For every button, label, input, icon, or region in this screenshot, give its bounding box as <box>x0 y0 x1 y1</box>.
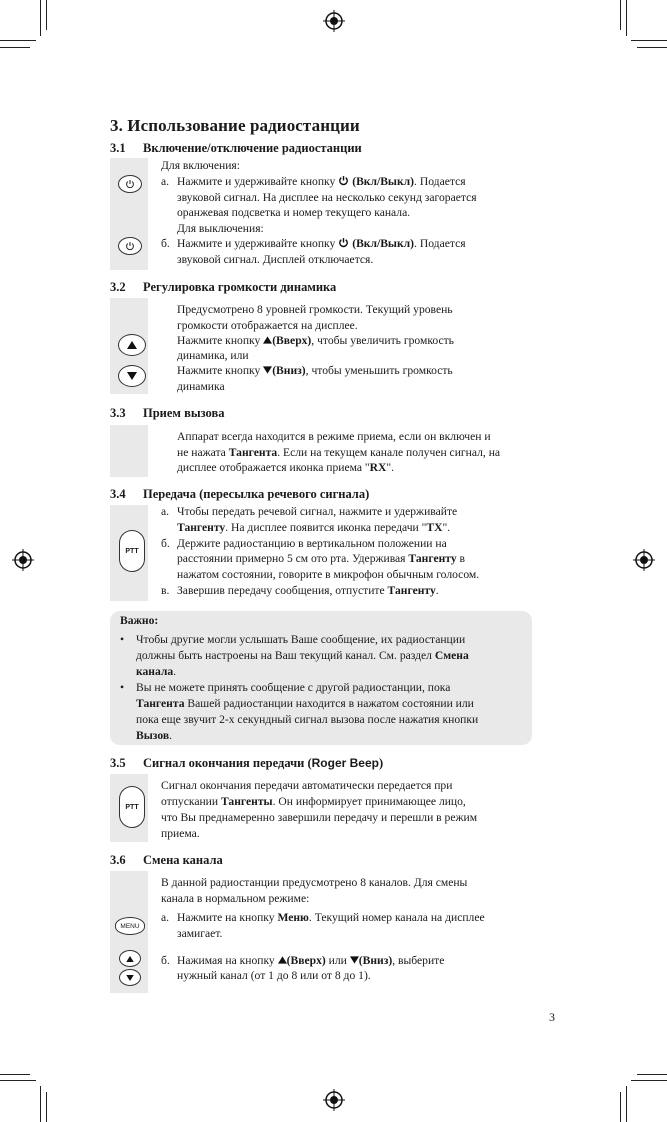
text-run: должны быть настроены на Ваш текущий канал. См. раздел <box>136 649 435 662</box>
list-item <box>161 953 541 969</box>
ptt-button-icon: PTT <box>119 530 145 572</box>
text-line: динамика, или <box>177 349 249 362</box>
section-title: Смена канала <box>143 853 223 867</box>
text-run: . Он информирует принимающее лицо, <box>272 795 466 808</box>
section-number: 3.5 <box>110 756 126 770</box>
triangle-up-icon <box>263 336 272 344</box>
text-run: , выберите <box>392 954 445 967</box>
text-run: . Если на текущем канале получен сигнал, на <box>277 446 501 459</box>
button-label: (Вниз) <box>272 364 306 377</box>
crop-mark <box>40 0 41 36</box>
down-button-icon <box>118 365 146 387</box>
triangle-down-icon <box>350 956 359 964</box>
list-marker: б. <box>161 954 170 967</box>
text-line: динамика <box>177 380 225 393</box>
text-run: Держите радиостанцию в вертикальном положении на <box>177 537 447 550</box>
text-run: Нажимая на кнопку <box>177 954 278 967</box>
up-button-icon <box>119 950 141 967</box>
text-line: канала в нормальном режиме: <box>161 892 310 905</box>
text-run: . <box>169 729 173 742</box>
bullet-icon: • <box>120 681 125 694</box>
text-run: Чтобы передать речевой сигнал, нажмите и удерживайте <box>177 505 458 518</box>
crop-mark <box>0 40 36 41</box>
registration-mark-icon <box>12 549 34 571</box>
text-run: Вы не можете принять сообщение с другой радиостанции, пока <box>136 681 451 694</box>
list-item <box>161 583 541 599</box>
section-title: Прием вызова <box>143 406 225 420</box>
crop-mark <box>637 1074 667 1075</box>
power-icon <box>338 175 349 186</box>
list-marker: в. <box>161 584 170 597</box>
list-item <box>120 680 525 696</box>
list-item <box>161 536 541 552</box>
text-line: замигает. <box>177 927 223 940</box>
power-icon <box>338 237 349 248</box>
text-line <box>136 696 474 712</box>
list-marker: а. <box>161 175 170 188</box>
text-run: , чтобы уменьшить громкость <box>305 364 453 377</box>
text-line <box>177 445 500 461</box>
text-run: Чтобы другие могли услышать Ваше сообщение, их радиостанции <box>136 633 466 646</box>
text-run: . На дисплее появится иконка передачи " <box>225 521 427 534</box>
text-line: Аппарат всегда находится в режиме приема, если он включен и <box>177 430 491 443</box>
text-line: Сигнал окончания передачи автоматически передается при <box>161 779 453 792</box>
section-title: Регулировка громкости динамика <box>143 280 337 294</box>
text-line <box>177 460 394 476</box>
text-run: . <box>173 665 177 678</box>
section-title: ) <box>379 756 384 770</box>
text-line: Предусмотрено 8 уровней громкости. Текущий уровень <box>177 303 453 316</box>
section-heading-3-4 <box>110 487 369 502</box>
text-line <box>177 333 454 349</box>
text-run: отпускании <box>161 795 221 808</box>
section-number: 3.2 <box>110 280 126 294</box>
text-run: расстоянии примерно 5 см ото рта. Удерживая <box>177 552 409 565</box>
button-label: (Вверх) <box>272 334 312 347</box>
note-title: Важно: <box>120 614 159 627</box>
text-line: звуковой сигнал. Дисплей отключается. <box>177 253 374 266</box>
bold-term: Тангента <box>228 446 278 459</box>
text-run: дисплее отображается иконка приема " <box>177 461 370 474</box>
text-run: ". <box>442 521 451 534</box>
registration-mark-icon <box>323 10 345 32</box>
section-heading-3-2 <box>110 280 336 295</box>
icon-column <box>110 425 148 477</box>
list-item <box>161 174 541 190</box>
registration-mark-icon <box>633 549 655 571</box>
text-run: , чтобы увеличить громкость <box>311 334 454 347</box>
text-line: нажатом состоянии, говорите в микрофон обычным голосом. <box>177 568 480 581</box>
section-number: 3.6 <box>110 853 126 867</box>
crop-mark <box>40 1086 41 1122</box>
power-button-icon <box>118 237 142 255</box>
text-run: Нажмите и удерживайте кнопку <box>177 175 339 188</box>
list-item <box>161 910 541 926</box>
text-run: Нажмите и удерживайте кнопку <box>177 237 339 250</box>
text-line: что Вы преднамеренно завершили передачу и перешли в режим <box>161 811 478 824</box>
section-number: 3.4 <box>110 487 126 501</box>
bold-term: Смена <box>434 649 469 662</box>
list-marker: а. <box>161 911 170 924</box>
text-run: . Текущий номер канала на дисплее <box>308 911 485 924</box>
section-heading-3-3 <box>110 406 224 421</box>
text-run: . Подается <box>414 237 466 250</box>
button-label: (Вверх) <box>286 954 326 967</box>
text-line: нужный канал (от 1 до 8 или от 8 до 1). <box>177 969 371 982</box>
list-marker: б. <box>161 537 170 550</box>
list-item <box>161 236 541 252</box>
text-line: В данной радиостанции предусмотрено 8 каналов. Для смены <box>161 876 468 889</box>
power-button-icon <box>118 175 142 193</box>
button-label: (Вкл/Выкл) <box>352 175 415 188</box>
list-item <box>120 632 525 648</box>
text-line <box>177 520 450 536</box>
crop-mark <box>0 47 30 48</box>
text-line: приема. <box>161 827 200 840</box>
text-line <box>177 551 465 567</box>
text-line <box>136 664 176 680</box>
section-heading-3-5 <box>110 756 383 771</box>
section-heading-3-1 <box>110 141 362 156</box>
triangle-down-icon <box>263 366 272 374</box>
crop-mark <box>0 1074 30 1075</box>
text-run: Нажмите кнопку <box>177 334 264 347</box>
bold-term: Вызов <box>136 729 170 742</box>
crop-mark <box>637 47 667 48</box>
text-line: пока еще звучит 2-х секундный сигнал вызова после нажатия кнопки <box>136 713 479 726</box>
bold-term: Тангенту <box>387 584 436 597</box>
bold-term: Тангенты <box>220 795 273 808</box>
text-run: . Подается <box>414 175 466 188</box>
bold-term: Тангенту <box>177 521 226 534</box>
crop-mark <box>620 1092 621 1122</box>
text-run: ". <box>386 461 395 474</box>
button-label: (Вкл/Выкл) <box>352 237 415 250</box>
text-run: Завершив передачу сообщения, отпустите <box>177 584 388 597</box>
text-run: не нажата <box>177 446 229 459</box>
bold-term: канала <box>136 665 174 678</box>
text-line: звуковой сигнал. На дисплее на несколько секунд загорается <box>177 191 477 204</box>
important-note-box <box>110 611 532 745</box>
text-line <box>136 728 172 744</box>
crop-mark <box>46 0 47 30</box>
text-run: или <box>325 954 350 967</box>
button-label: (Вниз) <box>358 954 393 967</box>
text-run: в <box>456 552 465 565</box>
bold-term: Тангенту <box>408 552 457 565</box>
section-number: 3.1 <box>110 141 126 155</box>
text-run: Нажмите кнопку <box>177 364 264 377</box>
crop-mark <box>631 1080 667 1081</box>
list-item <box>161 504 541 520</box>
menu-button-icon: MENU <box>115 917 145 935</box>
crop-mark <box>46 1092 47 1122</box>
section-title: Передача (пересылка речевого сигнала) <box>143 487 370 501</box>
crop-mark <box>626 0 627 36</box>
text-run: . <box>435 584 439 597</box>
text-run: Нажмите на кнопку <box>177 911 278 924</box>
text-line: оранжевая подсветка и номер текущего канала. <box>177 206 411 219</box>
crop-mark <box>631 40 667 41</box>
text-line: Для выключения: <box>177 222 264 235</box>
text-line <box>177 363 453 379</box>
bold-term: RX <box>369 461 387 474</box>
bold-term: Меню <box>277 911 309 924</box>
text-line <box>161 794 466 810</box>
text-line: Для включения: <box>161 159 240 172</box>
down-button-icon <box>119 969 141 986</box>
ptt-button-icon: PTT <box>119 786 145 828</box>
section-title-bold: Roger Beep <box>311 756 379 770</box>
page-number: 3 <box>549 1010 555 1024</box>
section-heading-3-6 <box>110 853 223 868</box>
bold-term: TX <box>426 521 443 534</box>
page-title: 3. Использование радиостанции <box>110 116 360 135</box>
text-line: громкости отображается на дисплее. <box>177 319 358 332</box>
crop-mark <box>626 1086 627 1122</box>
triangle-up-icon <box>278 956 287 964</box>
up-button-icon <box>118 334 146 356</box>
section-title: Включение/отключение радиостанции <box>143 141 362 155</box>
text-line <box>136 648 469 664</box>
crop-mark <box>0 1080 36 1081</box>
bullet-icon: • <box>120 633 125 646</box>
list-marker: б. <box>161 237 170 250</box>
list-marker: а. <box>161 505 170 518</box>
section-title: Сигнал окончания передачи ( <box>143 756 312 770</box>
registration-mark-icon <box>323 1089 345 1111</box>
text-run: Вашей радиостанции находится в нажатом состоянии или <box>184 697 474 710</box>
crop-mark <box>620 0 621 30</box>
bold-term: Тангента <box>136 697 185 710</box>
section-number: 3.3 <box>110 406 126 420</box>
